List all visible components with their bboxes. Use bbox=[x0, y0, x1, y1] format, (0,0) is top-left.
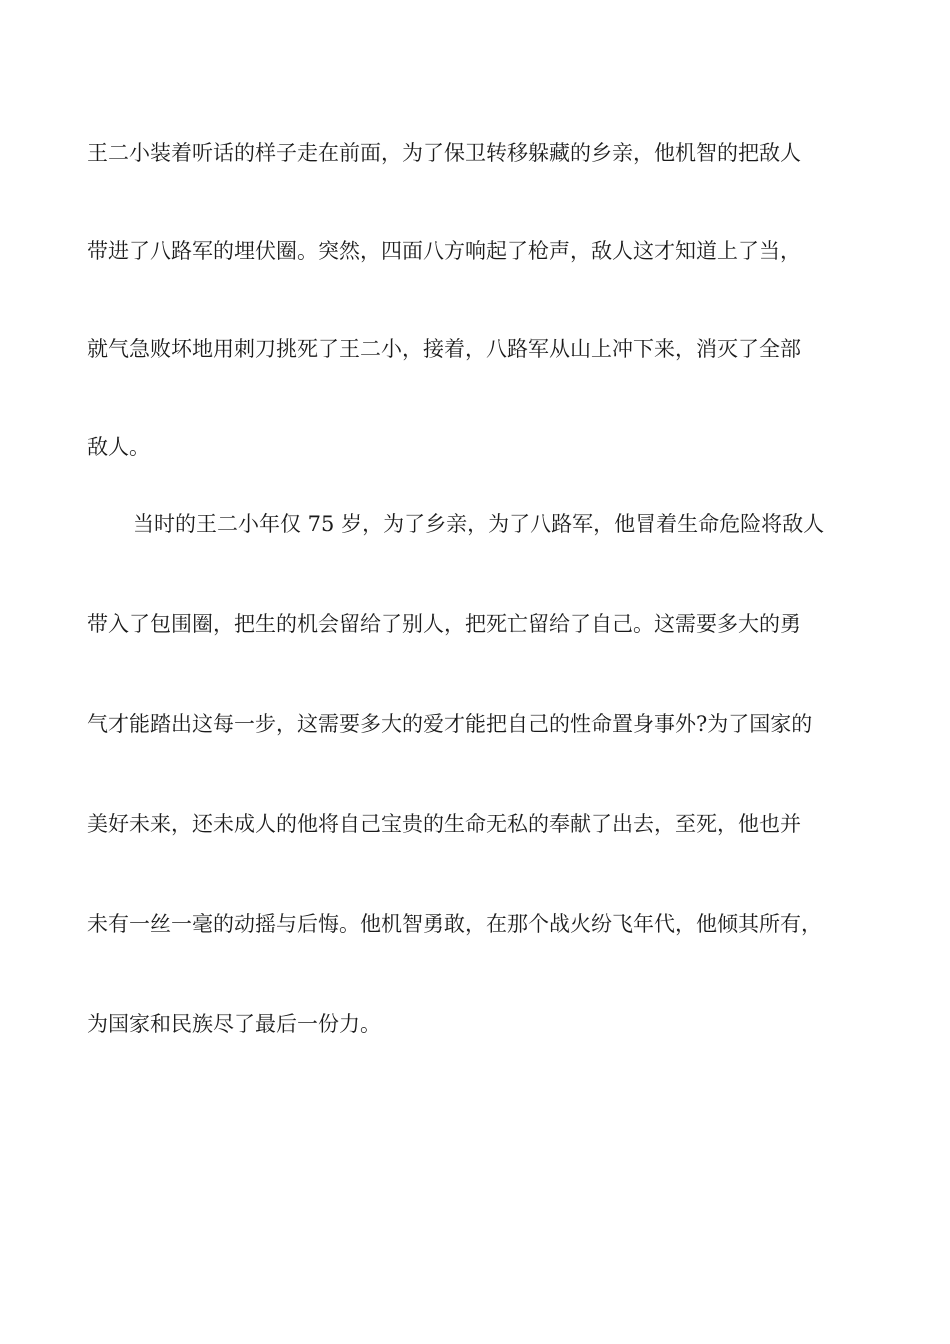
paragraph-2-line-6: 为国家和民族尽了最后一份力。 bbox=[87, 1012, 381, 1036]
paragraph-2-line-5: 未有一丝一毫的动摇与后悔。他机智勇敢，在那个战火纷飞年代，他倾其所有， bbox=[87, 912, 822, 936]
paragraph-1-line-3: 就气急败坏地用刺刀挑死了王二小，接着，八路军从山上冲下来，消灭了全部 bbox=[87, 337, 801, 361]
paragraph-1-line-2: 带进了八路军的埋伏圈。突然，四面八方响起了枪声，敌人这才知道上了当， bbox=[87, 239, 801, 263]
paragraph-2-line-3: 气才能踏出这每一步，这需要多大的爱才能把自己的性命置身事外?为了国家的 bbox=[87, 712, 813, 736]
paragraph-2-line-1: 当时的王二小年仅 75 岁，为了乡亲，为了八路军，他冒着生命危险将敌人 bbox=[133, 512, 825, 536]
paragraph-2-line-2: 带入了包围圈，把生的机会留给了别人，把死亡留给了自己。这需要多大的勇 bbox=[87, 612, 801, 636]
paragraph-1-line-4: 敌人。 bbox=[87, 435, 150, 459]
paragraph-1-line-1: 王二小装着听话的样子走在前面，为了保卫转移躲藏的乡亲，他机智的把敌人 bbox=[87, 141, 801, 165]
paragraph-2-line-4: 美好未来，还未成人的他将自己宝贵的生命无私的奉献了出去，至死，他也并 bbox=[87, 812, 801, 836]
